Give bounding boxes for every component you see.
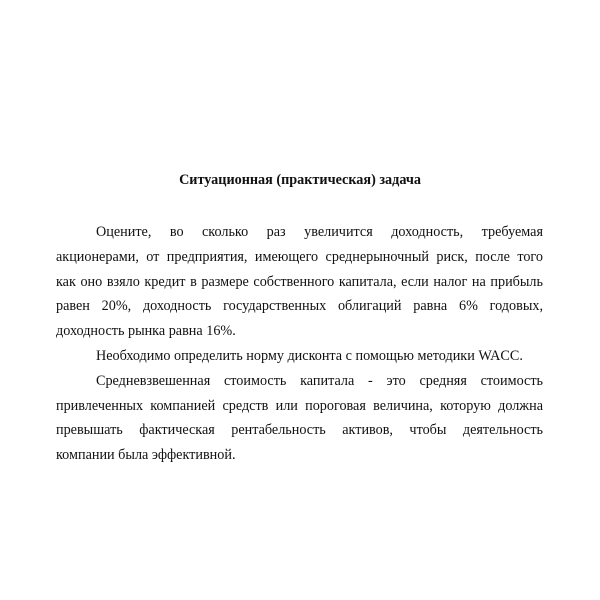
paragraph-line: Необходимо определить норму дисконта с помощью методики WACC.: [96, 347, 523, 364]
paragraph-line: акционерами, от предприятия, имеющего среднерыночный риск, после того: [56, 248, 543, 265]
paragraph-requirement: [56, 344, 543, 369]
paragraph-line: равен 20%, доходность государственных облигаций равна 6% годовых,: [56, 298, 543, 315]
paragraph-line: Средневзвешенная стоимость капитала - это средняя стоимость: [96, 372, 543, 389]
paragraph-line: Оцените, во сколько раз увеличится доходность, требуемая: [96, 224, 543, 240]
paragraph-line: привлеченных компанией средств или пороговая величина, которую должна: [56, 397, 543, 414]
document-title: Ситуационная (практическая) задача: [179, 172, 421, 188]
paragraph-wacc-definition: [56, 369, 543, 468]
paragraph-line: превышать фактическая рентабельность активов, чтобы деятельность: [56, 422, 543, 439]
paragraph-line: компании была эффективной.: [56, 447, 236, 464]
paragraph-line: доходность рынка равна 16%.: [56, 323, 236, 340]
document-body: [56, 220, 543, 468]
paragraph-task: [56, 220, 543, 344]
paragraph-line: как оно взяло кредит в размере собственного капитала, если налог на прибыль: [56, 273, 543, 290]
